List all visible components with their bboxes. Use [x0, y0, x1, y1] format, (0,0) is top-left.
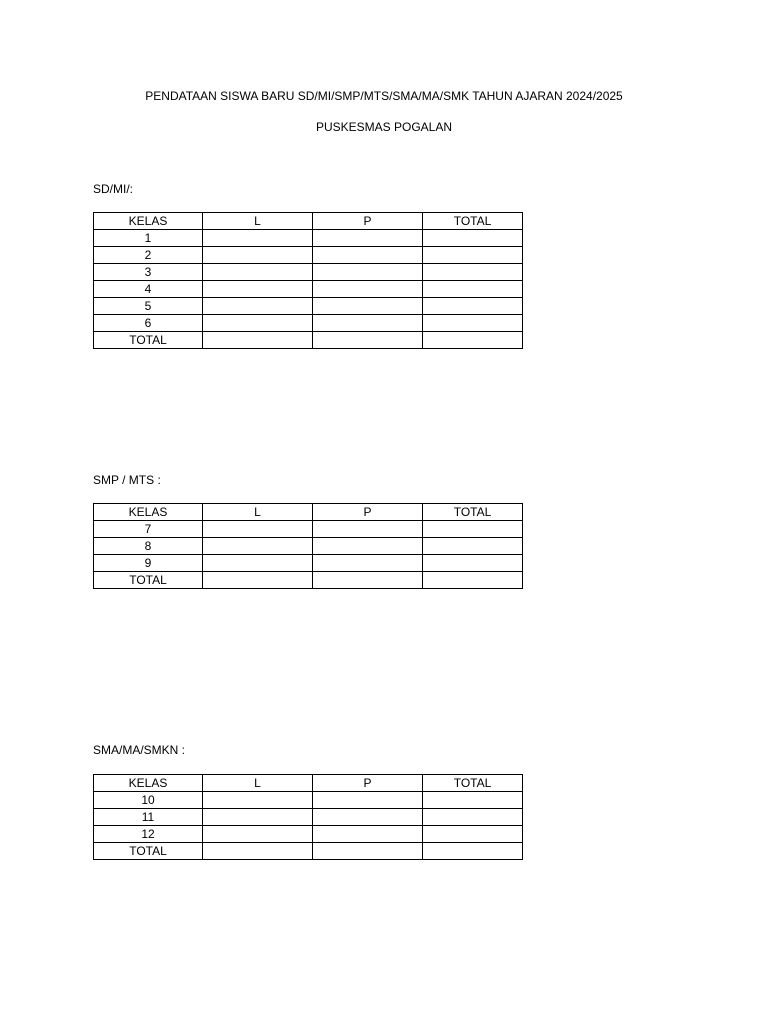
header-total: TOTAL — [423, 504, 523, 521]
table-sma-ma-smkn — [93, 774, 523, 860]
cell-l[interactable] — [203, 538, 313, 555]
header-kelas: KELAS — [94, 775, 203, 792]
header-p: P — [313, 775, 423, 792]
cell-kelas: 12 — [94, 826, 203, 843]
table-row — [94, 264, 523, 281]
cell-l[interactable] — [203, 298, 313, 315]
cell-l[interactable] — [203, 247, 313, 264]
table-header-row — [94, 504, 523, 521]
cell-total[interactable] — [423, 809, 523, 826]
cell-p[interactable] — [313, 298, 423, 315]
cell-p[interactable] — [313, 247, 423, 264]
cell-kelas: TOTAL — [94, 332, 203, 349]
cell-total[interactable] — [423, 538, 523, 555]
cell-total[interactable] — [423, 843, 523, 860]
cell-l[interactable] — [203, 792, 313, 809]
cell-total[interactable] — [423, 264, 523, 281]
cell-total[interactable] — [423, 572, 523, 589]
header-kelas: KELAS — [94, 504, 203, 521]
table-row — [94, 792, 523, 809]
cell-kelas: 6 — [94, 315, 203, 332]
cell-total[interactable] — [423, 247, 523, 264]
cell-kelas: 4 — [94, 281, 203, 298]
cell-p[interactable] — [313, 521, 423, 538]
cell-total[interactable] — [423, 826, 523, 843]
cell-l[interactable] — [203, 809, 313, 826]
cell-kelas: 3 — [94, 264, 203, 281]
cell-l[interactable] — [203, 230, 313, 247]
cell-kelas: 5 — [94, 298, 203, 315]
cell-l[interactable] — [203, 826, 313, 843]
table-smp-mts — [93, 503, 523, 589]
cell-kelas: 10 — [94, 792, 203, 809]
table-header-row — [94, 775, 523, 792]
cell-p[interactable] — [313, 230, 423, 247]
table-row — [94, 247, 523, 264]
header-p: P — [313, 213, 423, 230]
cell-total[interactable] — [423, 298, 523, 315]
cell-l[interactable] — [203, 555, 313, 572]
cell-kelas: 9 — [94, 555, 203, 572]
table-total-row — [94, 572, 523, 589]
table-row — [94, 298, 523, 315]
table-row — [94, 281, 523, 298]
cell-kelas: 8 — [94, 538, 203, 555]
cell-p[interactable] — [313, 281, 423, 298]
section-label-smp-mts: SMP / MTS : — [93, 473, 161, 487]
cell-kelas: 7 — [94, 521, 203, 538]
table-row — [94, 809, 523, 826]
table-row — [94, 521, 523, 538]
cell-l[interactable] — [203, 572, 313, 589]
cell-l[interactable] — [203, 843, 313, 860]
cell-kelas: TOTAL — [94, 843, 203, 860]
cell-p[interactable] — [313, 332, 423, 349]
cell-p[interactable] — [313, 538, 423, 555]
cell-p[interactable] — [313, 555, 423, 572]
section-label-sma-ma-smkn: SMA/MA/SMKN : — [93, 743, 186, 757]
table-header-row — [94, 213, 523, 230]
cell-p[interactable] — [313, 843, 423, 860]
cell-kelas: 2 — [94, 247, 203, 264]
cell-l[interactable] — [203, 332, 313, 349]
document-title: PENDATAAN SISWA BARU SD/MI/SMP/MTS/SMA/MA/SMK TAHUN AJARAN 2024/2025 — [145, 89, 623, 103]
table-total-row — [94, 843, 523, 860]
cell-p[interactable] — [313, 826, 423, 843]
cell-total[interactable] — [423, 332, 523, 349]
cell-p[interactable] — [313, 572, 423, 589]
cell-total[interactable] — [423, 315, 523, 332]
table-total-row — [94, 332, 523, 349]
cell-l[interactable] — [203, 264, 313, 281]
table-row — [94, 315, 523, 332]
cell-total[interactable] — [423, 792, 523, 809]
table-row — [94, 538, 523, 555]
header-total: TOTAL — [423, 775, 523, 792]
header-l: L — [203, 775, 313, 792]
table-row — [94, 826, 523, 843]
cell-p[interactable] — [313, 264, 423, 281]
section-label-sd-mi: SD/MI/: — [93, 182, 134, 196]
cell-kelas: 11 — [94, 809, 203, 826]
header-p: P — [313, 504, 423, 521]
cell-total[interactable] — [423, 521, 523, 538]
cell-total[interactable] — [423, 230, 523, 247]
cell-l[interactable] — [203, 521, 313, 538]
cell-kelas: 1 — [94, 230, 203, 247]
table-sd-mi — [93, 212, 523, 349]
header-total: TOTAL — [423, 213, 523, 230]
header-kelas: KELAS — [94, 213, 203, 230]
cell-l[interactable] — [203, 315, 313, 332]
header-l: L — [203, 213, 313, 230]
cell-p[interactable] — [313, 792, 423, 809]
cell-kelas: TOTAL — [94, 572, 203, 589]
cell-total[interactable] — [423, 281, 523, 298]
table-row — [94, 230, 523, 247]
cell-p[interactable] — [313, 809, 423, 826]
header-l: L — [203, 504, 313, 521]
cell-total[interactable] — [423, 555, 523, 572]
table-row — [94, 555, 523, 572]
cell-l[interactable] — [203, 281, 313, 298]
document-subtitle: PUSKESMAS POGALAN — [315, 120, 453, 134]
cell-p[interactable] — [313, 315, 423, 332]
